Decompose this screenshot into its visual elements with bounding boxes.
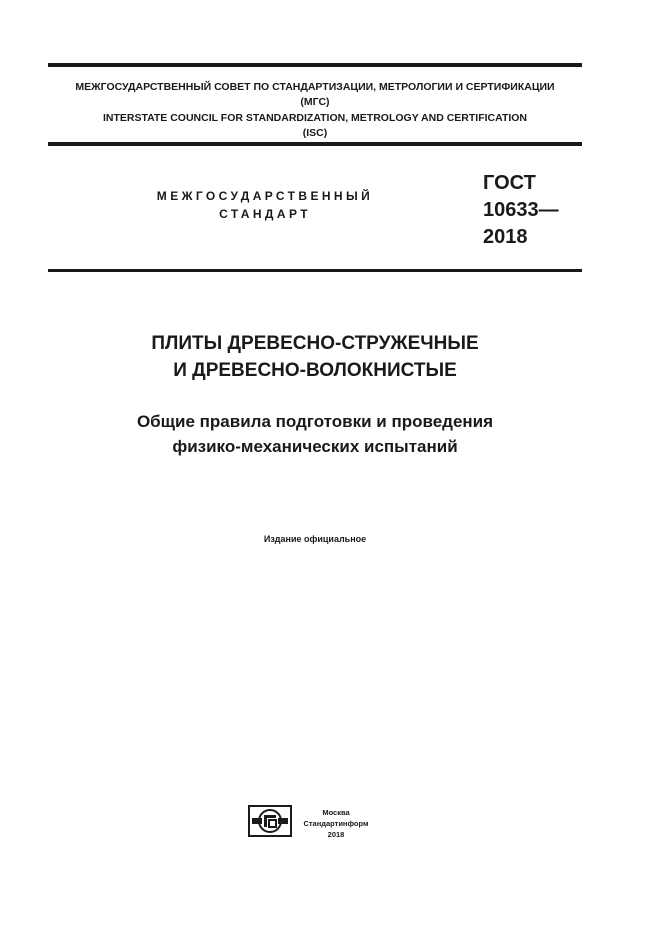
council-ru-line1: МЕЖГОСУДАРСТВЕННЫЙ СОВЕТ ПО СТАНДАРТИЗАЦИИ, МЕТРОЛОГИИ И СЕРТИФИКАЦИИ	[75, 81, 555, 93]
designation-line1: ГОСТ	[483, 172, 536, 194]
designation-line3: 2018	[483, 226, 528, 248]
publisher-year: 2018	[327, 830, 345, 839]
designation-line2: 10633—	[483, 199, 559, 221]
title-line1: ПЛИТЫ ДРЕВЕСНО-СТРУЖЕЧНЫЕ	[151, 333, 479, 354]
council-name-en	[48, 111, 582, 141]
council-en-line1: INTERSTATE COUNCIL FOR STANDARDIZATION, METROLOGY AND CERTIFICATION	[102, 112, 528, 124]
document-subtitle	[40, 409, 590, 459]
council-en-abbr: (ISC)	[302, 127, 328, 139]
standard-designation	[483, 170, 559, 251]
standard-kind-line1: МЕЖГОСУДАРСТВЕННЫЙ	[156, 189, 374, 203]
title-line2: И ДРЕВЕСНО-ВОЛОКНИСТЫЕ	[173, 360, 457, 381]
standard-kind-line2: СТАНДАРТ	[219, 207, 311, 221]
council-ru-abbr: (МГС)	[300, 96, 330, 108]
subtitle-line1: Общие правила подготовки и проведения	[136, 412, 494, 431]
top-rule	[48, 63, 582, 67]
edition-note: Издание официальное	[263, 534, 367, 544]
standartinform-logo-icon	[248, 805, 292, 837]
council-rule	[48, 142, 582, 146]
subtitle-line2: физико-механических испытаний	[172, 437, 458, 456]
document-title	[40, 330, 590, 384]
header-rule	[48, 269, 582, 272]
publisher-name: Стандартинформ	[303, 819, 369, 828]
council-name-ru	[48, 80, 582, 110]
publisher-info	[300, 807, 372, 840]
standard-kind	[100, 187, 430, 223]
publisher-city: Москва	[322, 808, 350, 817]
